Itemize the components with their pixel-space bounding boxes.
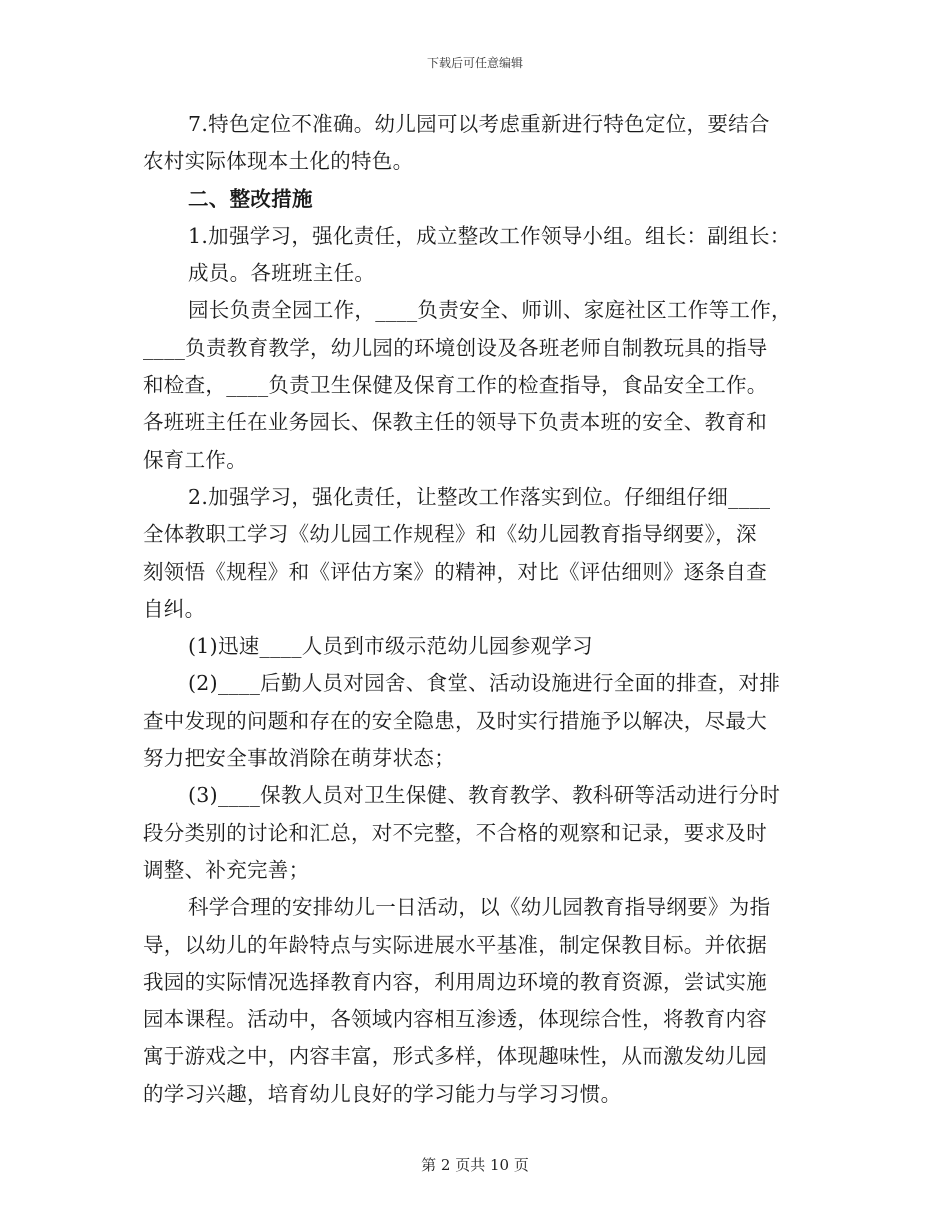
text-line: 7.特色定位不准确。幼儿园可以考虑重新进行特色定位，要结合 (188, 112, 770, 136)
text-line: 调整、补充完善； (143, 857, 310, 882)
text-line: (1)迅速____人员到市级示范幼儿园参观学习 (188, 634, 593, 659)
section-heading: 二、整改措施 (188, 186, 313, 211)
text-line: 查中发现的问题和存在的安全隐患，及时实行措施予以解决，尽最大 (143, 708, 767, 733)
text-line: 的学习兴趣，培育幼儿良好的学习能力与学习习惯。 (143, 1081, 622, 1106)
text-line: 各班班主任在业务园长、保教主任的领导下负责本班的安全、教育和 (143, 410, 767, 435)
text-line: 农村实际体现本土化的特色。 (143, 149, 414, 174)
text-line: 努力把安全事故消除在萌芽状态； (143, 746, 455, 771)
page-number: 第 2 页共 10 页 (421, 1156, 529, 1174)
text-line: 和检查，____负责卫生保健及保育工作的检查指导，食品安全工作。 (143, 373, 768, 398)
text-line: 园本课程。活动中，各领域内容相互渗透，体现综合性，将教育内容 (143, 1007, 767, 1032)
header-note: 下载后可任意编辑 (426, 56, 523, 70)
text-line: 2.加强学习，强化责任，让整改工作落实到位。仔细组仔细____ (188, 484, 771, 509)
text-line: (2)____后勤人员对园舍、食堂、活动设施进行全面的排查，对排 (188, 671, 781, 696)
text-line: 寓于游戏之中，内容丰富，形式多样，体现趣味性，从而激发幼儿园 (143, 1044, 767, 1069)
document-body (143, 106, 813, 1113)
text-line: 我园的实际情况选择教育内容，利用周边环境的教育资源，尝试实施 (143, 969, 767, 994)
text-line: 导，以幼儿的年龄特点与实际进展水平基准，制定保教目标。并依据 (143, 932, 767, 957)
text-line: 1.加强学习，强化责任，成立整改工作领导小组。组长：副组长： (188, 223, 791, 248)
text-line: 保育工作。 (143, 447, 247, 472)
text-line: 段分类别的讨论和汇总，对不完整，不合格的观察和记录，要求及时 (143, 820, 767, 845)
text-line: ____负责教育教学，幼儿园的环境创设及各班老师自制教玩具的指导 (143, 335, 768, 360)
text-line: 刻领悟《规程》和《评估方案》的精神，对比《评估细则》逐条自查 (143, 559, 767, 584)
text-line: 科学合理的安排幼儿一日活动，以《幼儿园教育指导纲要》为指 (188, 895, 771, 920)
text-line: 自纠。 (143, 596, 206, 621)
text-line: (3)____保教人员对卫生保健、教育教学、教科研等活动进行分时 (188, 783, 781, 808)
text-line: 园长负责全园工作，____负责安全、师训、家庭社区工作等工作， (188, 298, 792, 323)
text-line: 成员。各班班主任。 (188, 261, 376, 286)
text-line: 全体教职工学习《幼儿园工作规程》和《幼儿园教育指导纲要》，深 (143, 522, 757, 547)
